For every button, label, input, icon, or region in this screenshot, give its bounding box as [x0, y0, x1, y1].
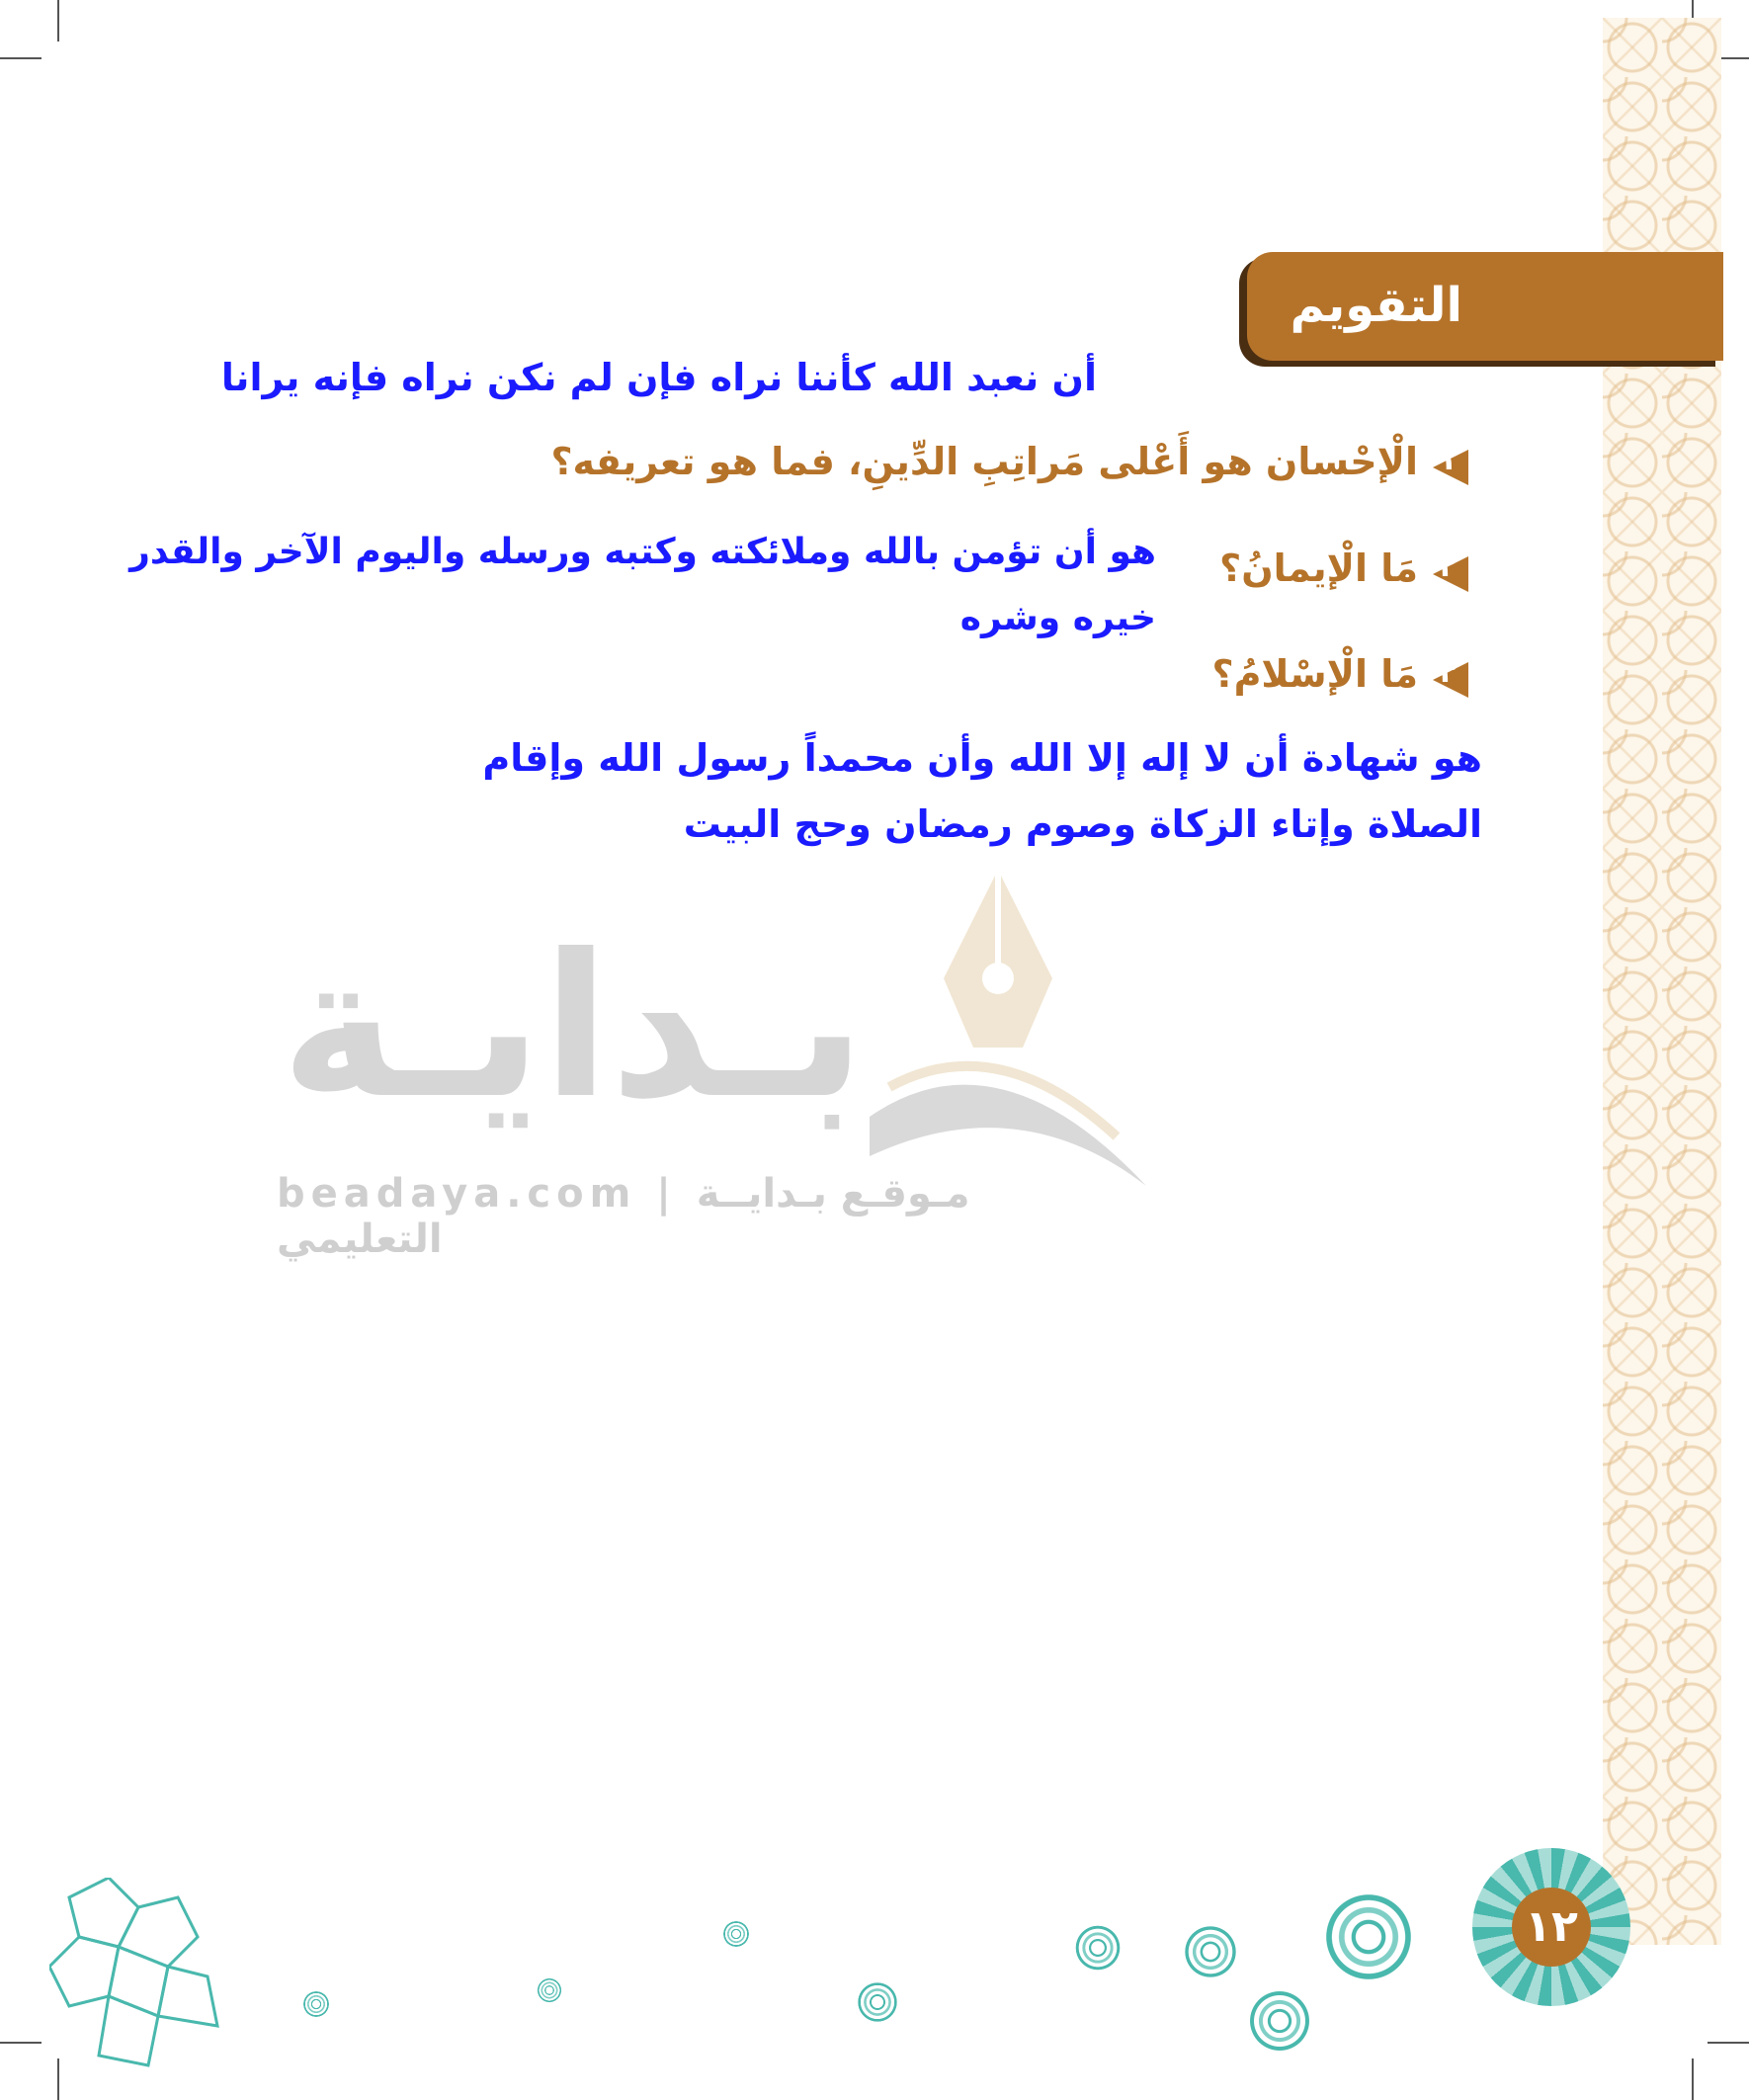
crop-mark: [1707, 2042, 1749, 2044]
crop-mark: [0, 57, 42, 59]
answer-iman-line2: خيره وشره: [959, 598, 1156, 638]
answer-islam-line1: هو شهادة أن لا إله إلا الله وأن محمداً رسول الله وإقام: [482, 736, 1482, 780]
answer-islam-line2: الصلاة وإتاء الزكاة وصوم رمضان وحج البيت: [683, 802, 1482, 846]
question-1-text: الْإحْسان هو أَعْلى مَراتِبِ الدِّينِ، فما هو تعريفه؟: [550, 440, 1418, 483]
question-3-text: مَا الْإسْلامُ؟: [1211, 652, 1418, 696]
question-2-text: مَا الْإيمانُ؟: [1219, 546, 1418, 590]
rosette-decoration-icon: [855, 1979, 900, 2025]
rosette-decoration-icon: [1072, 1922, 1124, 1974]
rosette-decoration-icon: [1245, 1986, 1314, 2056]
watermark-logo: [257, 860, 1146, 1186]
question-number: ٣: [1439, 655, 1458, 690]
pen-nib-icon: [850, 860, 1146, 1186]
watermark-logo-text: بـدايـة: [280, 912, 867, 1142]
rosette-decoration-icon: [536, 1976, 563, 2004]
rosette-decoration-icon: [1181, 1922, 1240, 1981]
rosette-decoration-icon: [721, 1919, 751, 1949]
crop-mark: [1692, 2058, 1694, 2100]
answer-iman-line1: هو أن تؤمن بالله وملائكته وكتبه ورسله واليوم الآخر والقدر: [129, 532, 1156, 572]
page-number: ١٢: [1512, 1888, 1591, 1967]
answer-ihsan: أن نعبد الله كأننا نراه فإن لم نكن نراه فإنه يرانا: [220, 356, 1097, 399]
question-number: ٢: [1439, 549, 1458, 584]
section-title: التقويم: [1290, 278, 1462, 333]
watermark-caption: beadaya.com | مـوقـع بـدايــة التعليمي: [277, 1171, 970, 1262]
crop-mark: [0, 2042, 42, 2044]
rosette-decoration-icon: [1319, 1888, 1418, 1986]
section-header: [1247, 252, 1723, 361]
question-number: ١: [1439, 443, 1458, 477]
geometric-pattern-icon: [49, 1878, 247, 2075]
rosette-decoration-icon: [301, 1989, 331, 2019]
crop-mark: [57, 0, 59, 42]
